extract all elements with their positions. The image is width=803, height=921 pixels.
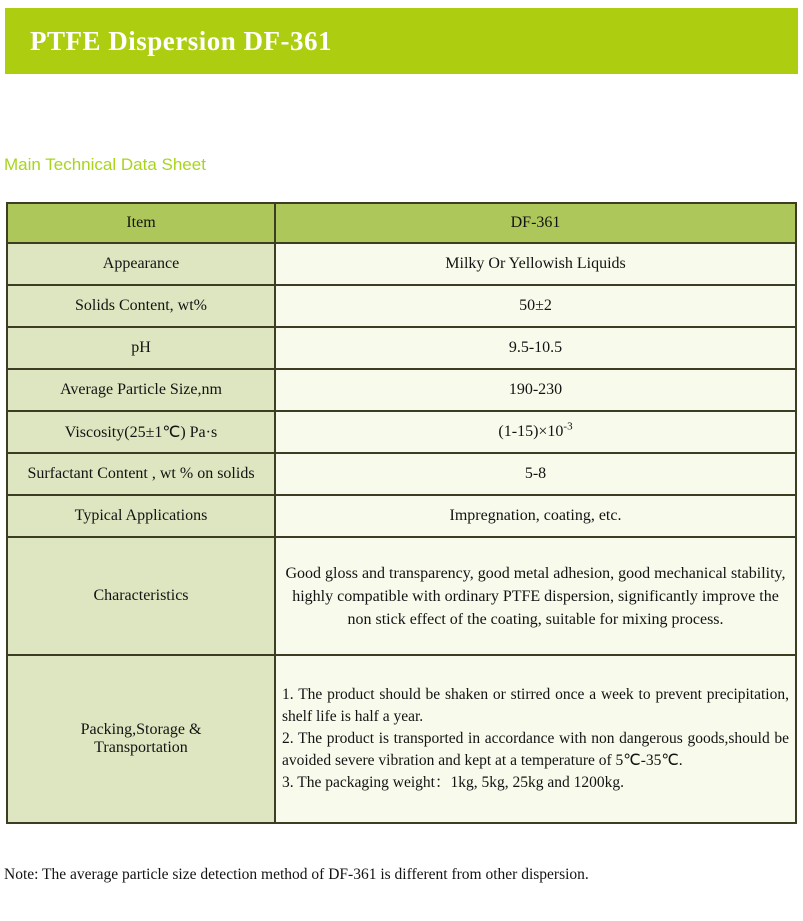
row-label-line: Transportation bbox=[94, 739, 188, 756]
row-value: 190-230 bbox=[275, 369, 796, 411]
table-row bbox=[7, 285, 796, 327]
footnote: Note: The average particle size detection method of DF-361 is different from other dispersion. bbox=[4, 866, 589, 883]
row-value: 5-8 bbox=[275, 453, 796, 495]
technical-data-table bbox=[6, 202, 797, 824]
table-row bbox=[7, 655, 796, 823]
row-label: Surfactant Content , wt % on solids bbox=[7, 453, 275, 495]
table-row bbox=[7, 495, 796, 537]
header-cell-value: DF-361 bbox=[275, 203, 796, 243]
row-label-line: Packing,Storage & bbox=[80, 721, 202, 738]
packing-instruction: 3. The packaging weight：1kg, 5kg, 25kg and 1200kg. bbox=[282, 774, 624, 791]
row-value: 9.5-10.5 bbox=[275, 327, 796, 369]
page-title: PTFE Dispersion DF-361 bbox=[30, 25, 333, 56]
table-row bbox=[7, 243, 796, 285]
viscosity-value: (1-15)×10 bbox=[498, 423, 564, 440]
row-value bbox=[275, 411, 796, 453]
row-label: Solids Content, wt% bbox=[7, 285, 275, 327]
title-banner bbox=[5, 8, 798, 74]
row-label: Characteristics bbox=[7, 537, 275, 655]
row-value: Good gloss and transparency, good metal adhesion, good mechanical stability, highly compatible with ordinary PTFE dispersion, significantly improve the non stick effect of the coating, suitable for mixing process. bbox=[275, 537, 796, 655]
table-row bbox=[7, 537, 796, 655]
table-row bbox=[7, 369, 796, 411]
row-label: Viscosity(25±1℃) Pa·s bbox=[7, 411, 275, 453]
row-label: pH bbox=[7, 327, 275, 369]
section-heading: Main Technical Data Sheet bbox=[4, 155, 206, 174]
row-value: 50±2 bbox=[275, 285, 796, 327]
packing-instruction: 1. The product should be shaken or stirred once a week to prevent precipitation, shelf life is half a year. bbox=[282, 686, 789, 725]
row-label bbox=[7, 655, 275, 823]
row-label: Typical Applications bbox=[7, 495, 275, 537]
viscosity-exponent: -3 bbox=[563, 420, 573, 433]
packing-instruction: 2. The product is transported in accordance with non dangerous goods,should be avoided severe vibration and kept at a temperature of 5℃-35℃. bbox=[282, 730, 789, 769]
row-label: Appearance bbox=[7, 243, 275, 285]
row-value: Impregnation, coating, etc. bbox=[275, 495, 796, 537]
table-row bbox=[7, 453, 796, 495]
row-value bbox=[275, 655, 796, 823]
table-header-row bbox=[7, 203, 796, 243]
header-cell-item: Item bbox=[7, 203, 275, 243]
table-row bbox=[7, 327, 796, 369]
row-label: Average Particle Size,nm bbox=[7, 369, 275, 411]
table-row bbox=[7, 411, 796, 453]
row-value: Milky Or Yellowish Liquids bbox=[275, 243, 796, 285]
